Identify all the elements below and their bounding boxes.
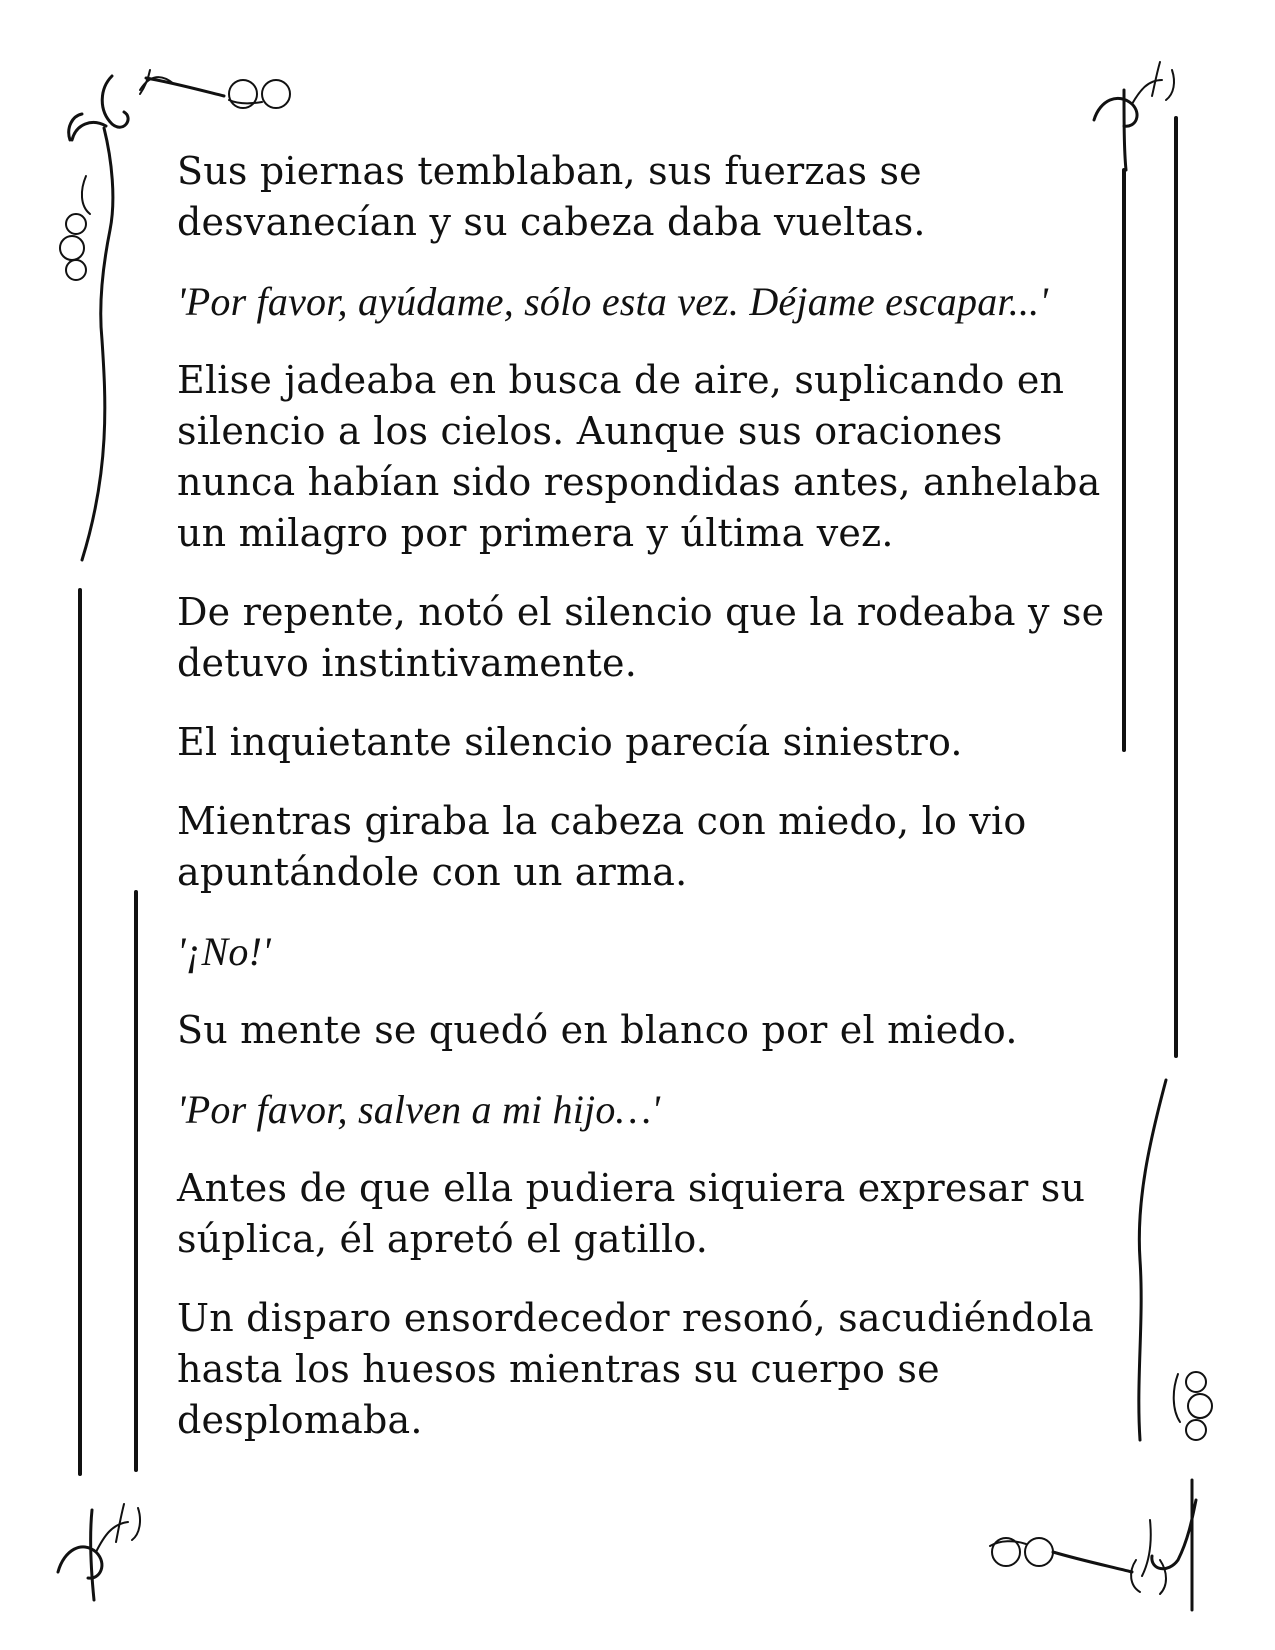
paragraph: Mientras giraba la cabeza con miedo, lo vio apuntándole con un arma. bbox=[177, 799, 1027, 894]
paragraph: Un disparo ensordecedor resonó, sacudiéndola hasta los huesos mientras su cuerpo se desplomaba. bbox=[177, 1296, 1094, 1442]
thought-paragraph: 'Por favor, salven a mi hijo…' bbox=[177, 1087, 661, 1132]
paragraph: Elise jadeaba en busca de aire, suplicando en silencio a los cielos. Aunque sus oraciones nunca habían sido respondidas antes, anhelaba un milagro por primera y última vez. bbox=[177, 358, 1101, 555]
paragraph: Su mente se quedó en blanco por el miedo. bbox=[177, 1008, 1018, 1052]
bottom-left-flourish bbox=[58, 1504, 140, 1600]
paragraph: Sus piernas temblaban, sus fuerzas se desvanecían y su cabeza daba vueltas. bbox=[177, 149, 926, 244]
story-text bbox=[177, 146, 1107, 1474]
thought-paragraph: '¡No!' bbox=[177, 929, 271, 974]
paragraph: El inquietante silencio parecía siniestro. bbox=[177, 720, 963, 764]
paragraph: De repente, notó el silencio que la rodeaba y se detuvo instintivamente. bbox=[177, 590, 1105, 685]
paragraph: Antes de que ella pudiera siquiera expresar su súplica, él apretó el gatillo. bbox=[177, 1166, 1086, 1261]
thought-paragraph: 'Por favor, ayúdame, sólo esta vez. Déjame escapar...' bbox=[177, 279, 1049, 324]
